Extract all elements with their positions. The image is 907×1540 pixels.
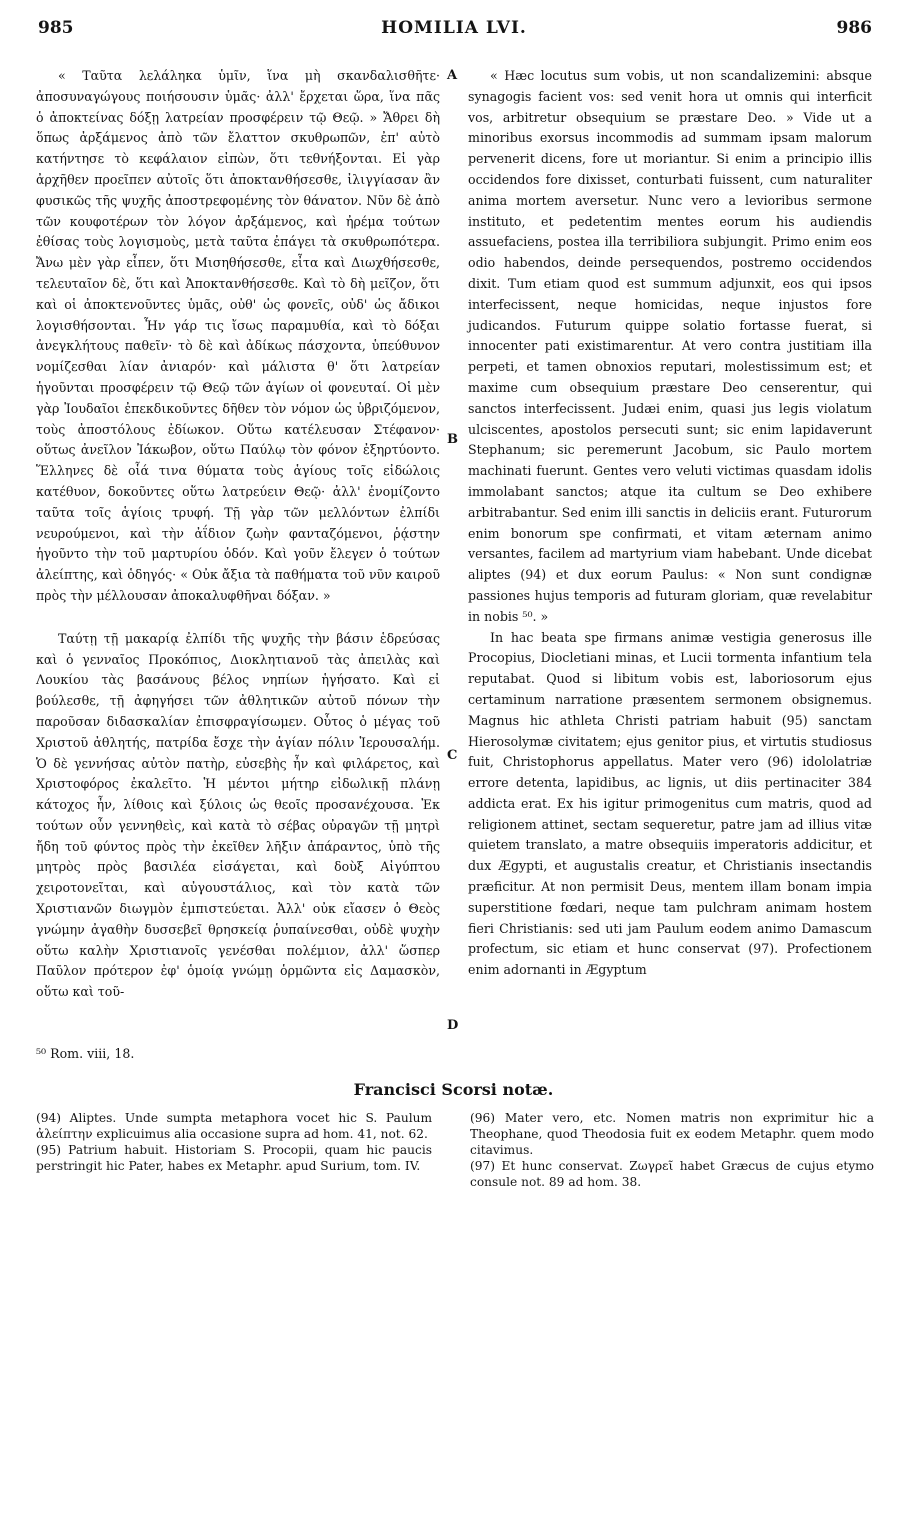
greek-column	[36, 66, 440, 1003]
latin-paragraph: « Hæc locutus sum vobis, ut non scandalizemini: absque synagogis facient vos: sed venit hora ut omnis qui interficit vos, arbitretur obsequium se præstare Deo. » Vide ut a minoribus exorsus incommodis ad summam ipsam malorum pervenerit dicens, fore ut moriantur. Si enim a principio illis occidendos fore dixisset, conturbati fuissent, cum naturaliter anima mortem aversetur. Nunc vero a levioribus sermone instituto, et pedetentim mentes eorum his audiendis assuefaciens, postea illa terribiliora subjungit. Primo enim eos odio habendos, deinde persequendos, postremo occidendos dixit. Tum etiam quod est summum adjunxit, eos qui ipsos interfecissent, neque homicidas, neque injustos fore judicandos. Futurum quippe solatio fortasse fuerat, si innocenter pati existimarentur. At vero contra justitiam illa perpeti, et tamen obnoxios reputari, molestissimum est; et maxime cum obsequium præstare Deo censerentur, qui sanctos interfecissent. Judæi enim, quasi jus legis violatum ulciscentes, apostolos persecuti sunt; sic enim lapidaverunt Stephanum; sic peremerunt Jacobum, sic Paulo mortem machinati fuerunt. Gentes vero veluti victimas quasdam idolis immolabant sanctos; atque ita cultum se Deo exhibere arbitrabantur. Sed enim illi sanctis in deliciis erant. Futurorum enim bonorum spe confirmati, et vitam æternam animo versantes, facilem ad martyrium viam habebant. Unde dicebat aliptes (94) et dux eorum Paulus: « Non sunt condignæ passiones hujus temporis ad futuram gloriam, quæ revelabitur in nobis ⁵⁰. »	[468, 68, 872, 624]
page-title: HOMILIA LVI.	[381, 18, 527, 38]
note-item: (95) Patrium habuit. Historiam S. Procopii, quam hic paucis perstringit hic Pater, habes ex Metaphr. apud Surium, tom. IV.	[36, 1143, 432, 1173]
margin-marker-d: D	[447, 1018, 459, 1033]
greek-paragraph: « Ταῦτα λελάληκα ὑμῖν, ἵνα μὴ σκανδαλισθῆτε· ἀποσυναγώγους ποιήσουσιν ὑμᾶς· ἀλλ' ἔρχεται ὥρα, ἵνα πᾶς ὁ ἀποκτείνας δόξῃ λατρείαν προσφέρειν τῷ Θεῷ. » Ἄθρει δὴ ὅπως ἀρξάμενος ἀπὸ τῶν ἔλαττον σκυθρωπῶν, ἐπ' αὐτὸ κατήντησε τὸ κεφάλαιον εἰπὼν, ὅτι τεθνήξονται. Εἰ γὰρ ἀρχῆθεν προεῖπεν αὐτοῖς ὅτι ἀποκτανθήσεσθε, ἰλιγγίασαν ἂν φυσικῶς τῆς ψυχῆς ἀποστρεφομένης τὸν θάνατον. Νῦν δὲ ἀπὸ τῶν κουφοτέρων τὸν λόγον ἀρξάμενος, καὶ ἠρέμα τούτων ἐθίσας τοὺς λογισμοὺς, μετὰ ταῦτα ἐπάγει τὰ σκυθρωπότερα. Ἄνω μὲν γὰρ εἶπεν, ὅτι Μισηθήσεσθε, εἶτα καὶ Διωχθήσεσθε, τελευταῖον δὲ, ὅτι καὶ Ἀποκτανθήσεσθε. Καὶ τὸ δὴ μεῖζον, ὅτι καὶ οἱ ἀποκτενοῦντες ὑμᾶς, οὐθ' ὡς φονεῖς, οὐδ' ὡς ἄδικοι λογισθήσονται. Ἦν γάρ τις ἴσως παραμυθία, καὶ τὸ δόξαι ἀνεγκλήτους παθεῖν· τὸ δὲ καὶ ἀδίκως πάσχοντα, ὑπεύθυνον νομίζεσθαι λίαν ἀνιαρόν· καὶ μάλιστα θ' ὅτι λατρείαν ἡγοῦνται προσφέρειν τῷ Θεῷ τῶν ἁγίων οἱ φονευταί. Οἱ μὲν γὰρ Ἰουδαῖοι ἐπεκδικοῦντες δῆθεν τὸν νόμον ὡς ὑβριζόμενον, τοὺς ἀποστόλους ἐδίωκον. Οὕτω κατέλευσαν Στέφανον· οὕτως ἀνεῖλον Ἰάκωβον, οὕτω Παύλῳ τὸν φόνον ἐξηρτύοντο. Ἕλληνες δὲ οἷά τινα θύματα τοὺς ἁγίους τοῖς εἰδώλοις κατέθυον, δοκοῦντες οὕτω λατρεύειν Θεῷ· ἀλλ' ἐνομίζοντο ταῦτα τοῖς ἁγίοις τρυφή. Τῇ γὰρ τῶν μελλόντων ἐλπίδι νευρούμενοι, καὶ τὴν ἀΐδιον ζωὴν φανταζόμενοι, ῥᾴστην ἡγοῦντο τὴν τοῦ μαρτυρίου ὁδόν. Καὶ γοῦν ἔλεγεν ὁ τούτων ἀλείπτης, καὶ ὁδηγός· « Οὐκ ἄξια τὰ παθήματα τοῦ νῦν καιροῦ πρὸς τὴν μέλλουσαν ἀποκαλυφθῆναι δόξαν. »	[36, 68, 440, 603]
note-item: (96) Mater vero, etc. Nomen matris non exprimitur hic a Theophane, quod Theodosia fuit ex eodem Metaphr. quem modo citavimus.	[470, 1111, 874, 1157]
margin-marker-c: C	[447, 748, 458, 763]
margin-marker-b: B	[447, 432, 458, 447]
page-number-left: 985	[38, 18, 74, 38]
notes-left-column	[36, 1110, 432, 1174]
margin-marker-a: A	[447, 68, 458, 83]
note-item: (97) Et hunc conservat. Ζωγρεῖ habet Græcus de cujus etymo consule not. 89 ad hom. 38.	[470, 1159, 874, 1189]
running-header	[28, 10, 880, 40]
greek-paragraph: Ταύτῃ τῇ μακαρίᾳ ἐλπίδι τῆς ψυχῆς τὴν βάσιν ἑδρεύσας καὶ ὁ γενναῖος Προκόπιος, Διοκλητιανοῦ τὰς ἀπειλὰς καὶ Λουκίου τὰς βασάνους βέλος νηπίων ἡγήσατο. Καὶ εἰ βούλεσθε, τῇ ἀφηγήσει τῶν ἀθλητικῶν αὐτοῦ πόνων τὴν παροῦσαν διδασκαλίαν ἐπισφραγίσωμεν. Οὗτος ὁ μέγας τοῦ Χριστοῦ ἀθλητής, πατρίδα ἔσχε τὴν ἁγίαν πόλιν Ἱερουσαλήμ. Ὁ δὲ γεννήσας αὐτὸν πατὴρ, εὐσεβὴς ἦν καὶ φιλάρετος, καὶ Χριστοφόρος ἐκαλεῖτο. Ἡ μέντοι μήτηρ εἰδωλικῇ πλάνῃ κάτοχος ἦν, λίθοις καὶ ξύλοις ὡς θεοῖς προσανέχουσα. Ἐκ τούτων οὖν γεννηθεὶς, καὶ κατὰ τὸ σέβας οὐραγῶν τῇ μητρὶ ἤδη τοῦ φύντος πρὸς τὴν ἐκεῖθεν λῆξιν ἀπάραντος, ὑπὸ τῆς μητρὸς πρὸς βασιλέα εἰσάγεται, καὶ δοὺξ Αἰγύπτου χειροτονεῖται, καὶ αὐγουστάλιος, καὶ τὸν κατὰ τῶν Χριστιανῶν διωγμὸν ἐμπιστεύεται. Ἀλλ' οὐκ εἴασεν ὁ Θεὸς γνώμην ἀγαθὴν δυσσεβεῖ θρησκείᾳ ῥυπαίνεσθαι, οὐδὲ ψυχὴν οὕτω καλὴν Χριστιανοῖς γενέσθαι πολέμιον, ἀλλ' ὥσπερ Παῦλον πρότερον ἐφ' ὁμοίᾳ γνώμῃ ὁρμῶντα εἰς Δαμασκὸν, οὕτω καὶ τοῦ-	[36, 630, 440, 1000]
footnote: ⁵⁰ Rom. viii, 18.	[36, 1046, 135, 1061]
latin-column	[468, 66, 872, 981]
notes-right-column	[470, 1110, 874, 1190]
notes-title: Francisci Scorsi notæ.	[353, 1080, 554, 1099]
page-number-right: 986	[836, 18, 872, 38]
latin-paragraph: In hac beata spe firmans animæ vestigia generosus ille Procopius, Diocletiani minas, et Lucii tormenta infantium tela reputabat. Quod si libitum vobis est, laboriosorum ejus certaminum narratione præsentem sermonem obsignemus. Magnus hic athleta Christi patriam habuit (95) sanctam Hierosolymæ civitatem; ejus genitor pius, et virtutis studiosus fuit, Christophorus appellatus. Mater vero (96) idololatriæ errore detenta, lapidibus, ac lignis, ut diis pertinaciter 384 addicta erat. Ex his igitur primogenitus cum matris, quod ad religionem attinet, sectam sequeretur, patre jam ad illius vitæ quietem translato, a matre obsequiis imperatoris addicitur, et dux Ægypti, et augustalis creatur, et Christianis insectandis præficitur. At non permisit Deus, mentem illam bonam impia superstitione fœdari, neque tam pulchram animam hostem fieri Christianis: sed uti jam Paulum eodem animo Damascum profectum, sic etiam et hunc conservat (97). Profectionem enim adornanti in Ægyptum	[468, 629, 872, 978]
note-item: (94) Aliptes. Unde sumpta metaphora vocet hic S. Paulum ἀλείπτην explicuimus alia occasione supra ad hom. 41, not. 62.	[36, 1111, 432, 1141]
